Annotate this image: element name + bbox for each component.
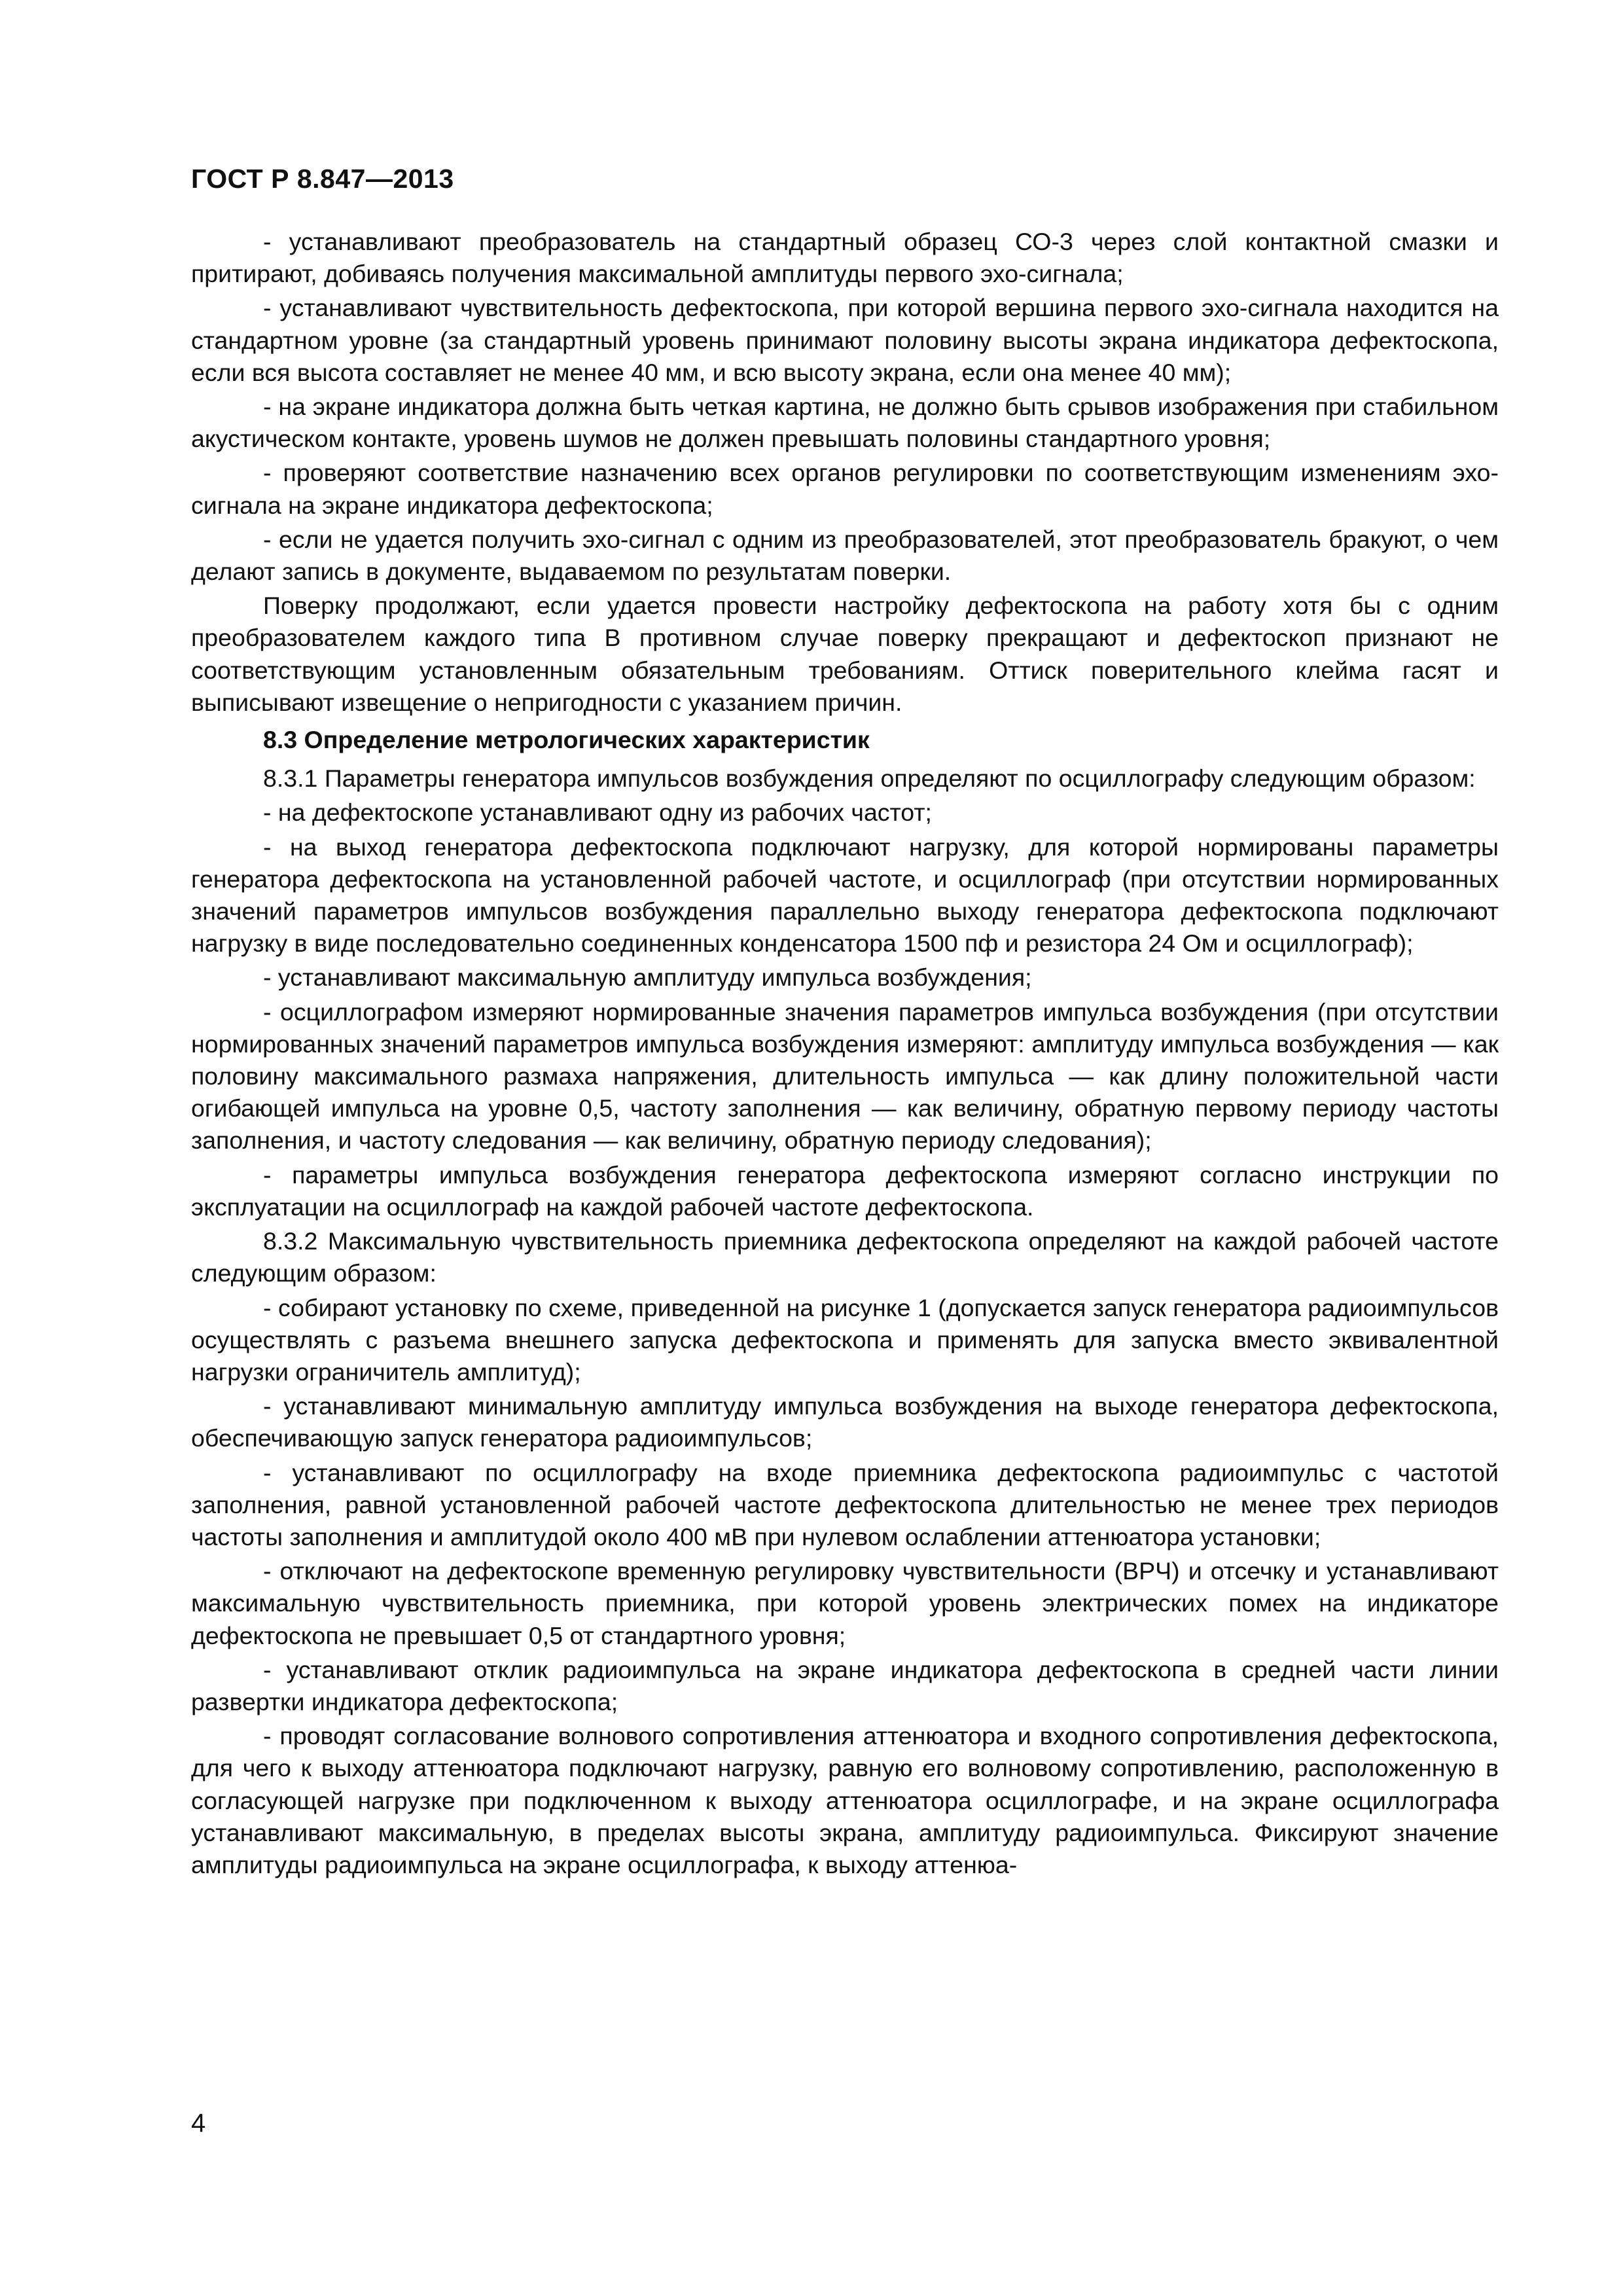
document-header: ГОСТ Р 8.847—2013 [191,164,454,194]
section-paragraph: - параметры импульса возбуждения генератора дефектоскопа измеряют согласно инструкции по эксплуатации на осциллограф на каждой рабочей частоте дефектоскопа. [191,1160,1499,1221]
paragraph: - если не удается получить эхо-сигнал с одним из преобразователей, этот преобразователь бракуют, о чем делают запись в документе, выдаваемом по результатам поверки. [191,525,1499,586]
section-paragraph: 8.3.2 Максимальную чувствительность приемника дефектоскопа определяют на каждой рабочей частоте следующим образом: [191,1227,1499,1287]
section-paragraph: - устанавливают отклик радиоимпульса на экране индикатора дефектоскопа в средней части линии развертки индикатора дефектоскопа; [191,1655,1499,1715]
page-number: 4 [191,2109,206,2138]
section-paragraph: - устанавливают минимальную амплитуду импульса возбуждения на выходе генератора дефектоскопа, обеспечивающую запуск генератора радиоимпульсов; [191,1392,1499,1452]
section-paragraph: - проводят согласование волнового сопротивления аттенюатора и входного сопротивления дефектоскопа, для чего к выходу аттенюатора подключают нагрузку, равную его волновому сопротивлению, расположенную в согласующей нагрузке при подключенном к выходу аттенюатора осциллографе, и на экране осциллографа устанавливают максимальную, в пределах высоты экрана, амплитуду радиоимпульса. Фиксируют значение амплитуды радиоимпульса на экране осциллографа, к выходу аттенюа- [191,1722,1499,1878]
paragraph: - устанавливают преобразователь на стандартный образец СО-3 через слой контактной смазки и притирают, добиваясь получения максимальной амплитуды первого эхо-сигнала; [191,228,1499,288]
section-paragraph: - устанавливают максимальную амплитуду импульса возбуждения; [263,963,1032,992]
paragraph: - проверяют соответствие назначению всех органов регулировки по соответствующим изменениям эхо-сигнала на экране индикатора дефектоскопа; [191,459,1499,519]
paragraph: - на экране индикатора должна быть четкая картина, не должно быть срывов изображения при стабильном акустическом контакте, уровень шумов не должен превышать половины стандартного уровня; [191,393,1499,453]
paragraph: - устанавливают чувствительность дефектоскопа, при которой вершина первого эхо-сигнала находится на стандартном уровне (за стандартный уровень принимают половину высоты экрана индикатора дефектоскопа, если вся высота составляет не менее 40 мм, и всю высоту экрана, если она менее 40 мм); [191,294,1499,386]
section-paragraph: - осциллографом измеряют нормированные значения параметров импульса возбуждения (при отсутствии нормированных значений параметров импульса возбуждения измеряют: амплитуду импульса возбуждения — как половину максимального размаха напряжения, длительность импульса — как длину положительной части огибающей импульса на уровне 0,5, частоту заполнения — как величину, обратную первому периоду частоты заполнения, и частоту следования — как величину, обратную периоду следования); [191,997,1499,1155]
section-paragraph: - на дефектоскопе устанавливают одну из рабочих частот; [263,798,932,827]
section-paragraph: 8.3.1 Параметры генератора импульсов возбуждения определяют по осциллографу следующим образом: [263,764,1476,793]
paragraph: Поверку продолжают, если удается провести настройку дефектоскопа на работу хотя бы с одним преобразователем каждого типа В противном случае поверку прекращают и дефектоскоп признают не соответствующим установленным обязательным требованиям. Оттиск поверительного клейма гасят и выписывают извещение о непригодности с указанием причин. [191,592,1499,716]
section-paragraph: - собирают установку по схеме, приведенной на рисунке 1 (допускается запуск генератора радиоимпульсов осуществлять с разъема внешнего запуска дефектоскопа и применять для запуска вместо эквивалентной нагрузки ограничитель амплитуд); [191,1293,1499,1386]
section-paragraph: - на выход генератора дефектоскопа подключают нагрузку, для которой нормированы параметры генератора дефектоскопа на установленной рабочей частоте, и осциллограф (при отсутствии нормированных значений параметров импульсов возбуждения параллельно выходу генератора дефектоскопа подключают нагрузку в виде последовательно соединенных конденсатора 1500 пф и резистора 24 Ом и осциллограф); [191,833,1499,958]
section-heading: 8.3 Определение метрологических характеристик [263,726,870,754]
section-paragraph: - устанавливают по осциллографу на входе приемника дефектоскопа радиоимпульс с частотой заполнения, равной установленной рабочей частоте дефектоскопа длительностью не менее трех периодов частоты заполнения и амплитудой около 400 мВ при нулевом ослаблении аттенюатора установки; [191,1458,1499,1551]
document-body [191,226,1499,1883]
section-paragraph: - отключают на дефектоскопе временную регулировку чувствительности (ВРЧ) и отсечку и устанавливают максимальную чувствительность приемника, при которой уровень электрических помех на индикаторе дефектоскопа не превышает 0,5 от стандартного уровня; [191,1557,1499,1649]
